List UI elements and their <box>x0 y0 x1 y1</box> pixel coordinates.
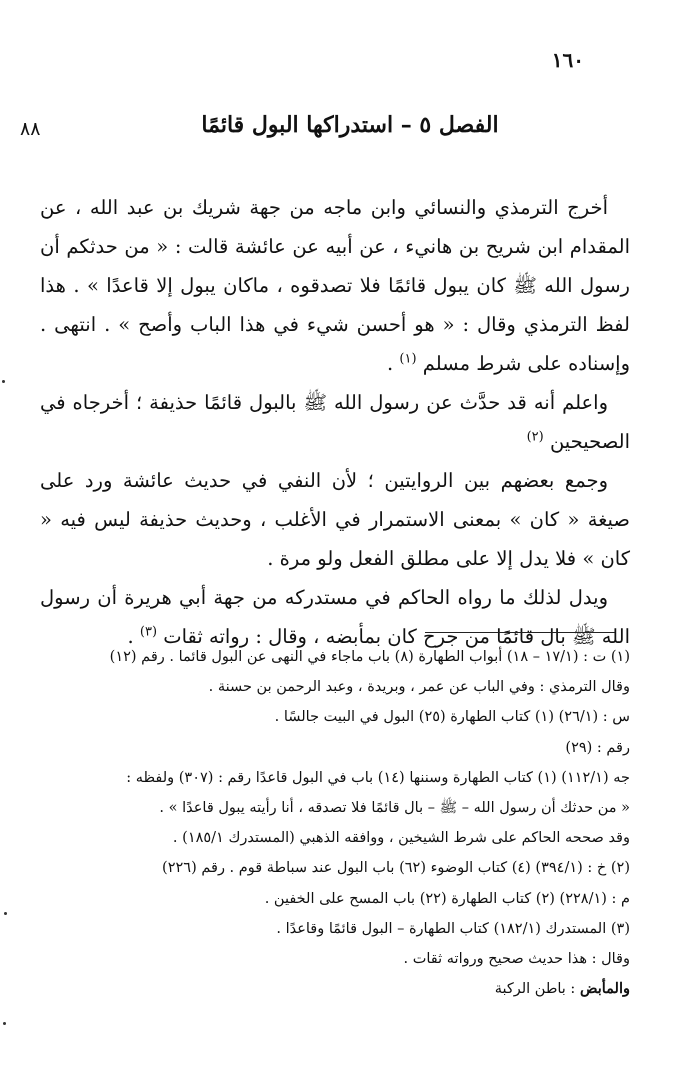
footnote-line: وقال الترمذي : وفي الباب عن عمر ، وبريدة ، وعبد الرحمن بن حسنة . <box>208 679 630 696</box>
text-line: إلا على مطلق الفعل ولو مرة . <box>267 547 513 570</box>
text-line: ابن شريح بن هانيء ، عن أبيه عن عائشة قالت : « من حدثكم أن رسول الله ﷺ <box>40 235 630 297</box>
text-line: « هو أحسن شيء في هذا الباب وأصح » . انتهى . وإسناده على شرط مسلم <box>40 313 630 375</box>
paragraph-3 <box>40 461 630 578</box>
footnotes <box>30 642 630 1004</box>
text-line: أخرج الترمذي والنسائي وابن ماجه من جهة شريك بن عبد الله ، عن المقدام <box>40 196 631 258</box>
footnote-line: « من حدثك أن رسول الله – ﷺ – بال قائمًا فلا تصدقه ، أنا رأيته يبول قاعدًا » . <box>159 800 630 817</box>
text-line: . <box>127 625 140 648</box>
footnote-line: (٢) خ : (٣٩٤/١) (٤) كتاب الوضوء (٦٢) باب البول عند سباطة قوم . رقم (٢٢٦) <box>162 860 630 877</box>
scan-speck <box>2 380 5 383</box>
footnote-line: رقم : (٢٩) <box>565 739 630 756</box>
text-line: كان يبول قائمًا فلا تصدقوه ، ماكان يبول إلا قاعدًا » . هذا لفظ الترمذي وقال : <box>40 274 630 336</box>
page-number: ١٦٠ <box>551 48 584 72</box>
glossary-term: والمأبض <box>579 980 630 998</box>
text-line: واعلم أنه قد حدَّث عن رسول الله ﷺ بالبول قائمًا حذيفة ؛ أخرجاه في <box>40 391 608 414</box>
scan-speck <box>3 1022 6 1025</box>
glossary-line <box>30 974 630 1004</box>
footnote-line: جه (١١٢/١) (١) كتاب الطهارة وسننها (١٤) باب في البول قاعدًا رقم : (٣٠٧) ولفظه : <box>126 769 630 786</box>
footnote-separator <box>425 632 615 633</box>
paragraph-1 <box>40 188 630 383</box>
scan-speck <box>4 912 7 915</box>
text-line: ﷺ بال قائمًا من جرح كان بمأبضه ، وقال : رواته ثقات <box>163 625 596 648</box>
footnote-line: وقال : هذا حديث صحيح ورواته ثقات . <box>403 951 630 968</box>
footnote-line: وقد صححه الحاكم على شرط الشيخين ، ووافقه الذهبي (المستدرك ١٨٥/١) . <box>172 830 630 847</box>
footnote-line: س : (٢٦/١) (١) كتاب الطهارة (٢٥) البول في البيت جالسًا . <box>274 709 630 726</box>
text-line: « كان » بمعنى الاستمرار في الأغلب ، وحديث حذيفة ليس فيه « كان » فلا يدل <box>40 508 630 570</box>
footnote-ref-3: (٣) <box>139 624 158 640</box>
paragraph-2 <box>40 383 630 461</box>
text-line: الصحيحين <box>549 430 630 453</box>
section-number: ٨٨ <box>20 118 41 140</box>
text-line: وجمع بعضهم بين الروايتين ؛ لأن النفي في حديث عائشة ورد على صيغة <box>40 469 630 531</box>
chapter-title: الفصل ٥ – استدراكها البول قائمًا <box>201 112 499 138</box>
text-line: ويدل لذلك ما رواه الحاكم في مستدركه من جهة أبي هريرة أن رسول الله <box>40 586 630 648</box>
main-text <box>40 188 630 656</box>
footnote-line: (٣) المستدرك (١٨٢/١) كتاب الطهارة – البول قائمًا وقاعدًا . <box>276 920 630 937</box>
footnote-ref-2: (٢) <box>526 429 544 445</box>
footnote-line: (١) ت : (١٧/١ – ١٨) أبواب الطهارة (٨) باب ماجاء في النهى عن البول قائما . رقم (١٢) <box>109 649 630 665</box>
glossary-definition: : باطن الركبة <box>494 981 580 998</box>
text-line: . <box>387 352 400 375</box>
footnote-ref-1: (١) <box>399 351 417 367</box>
footnote-line: م : (٢٢٨/١) (٢) كتاب الطهارة (٢٢) باب المسح على الخفين . <box>264 890 630 907</box>
